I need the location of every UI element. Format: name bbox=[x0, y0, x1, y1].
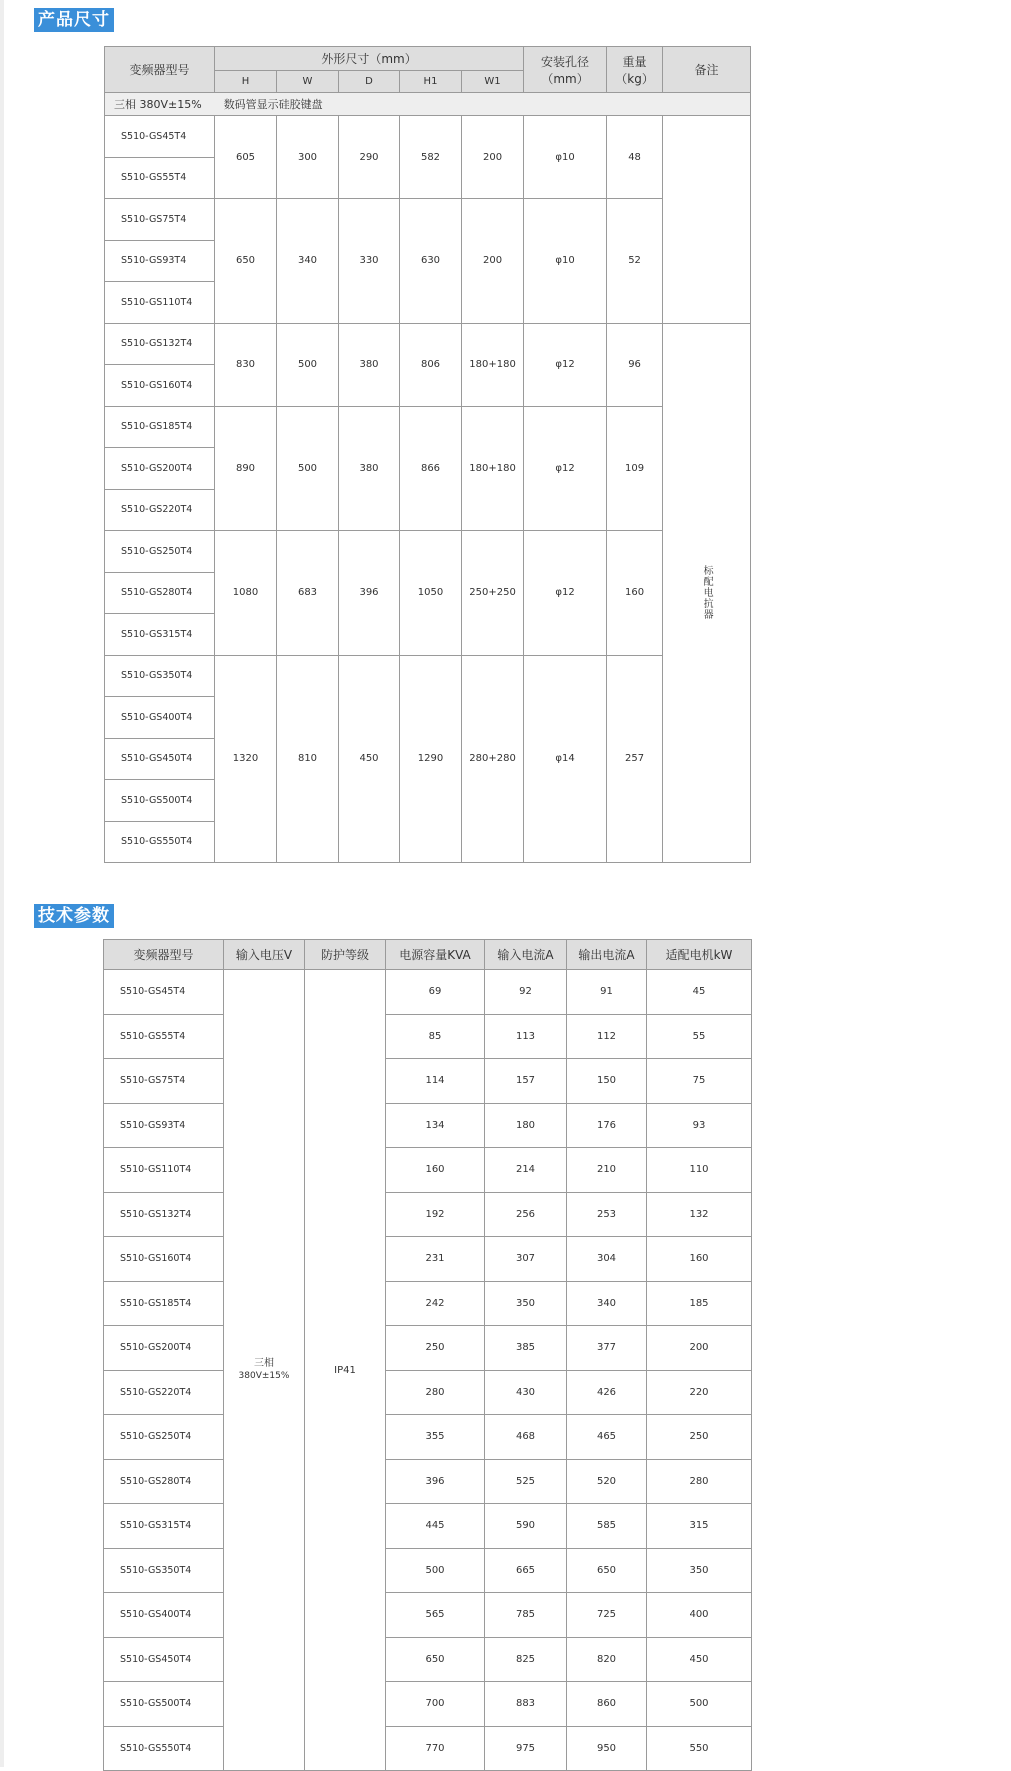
model-cell: S510-GS200T4 bbox=[104, 1326, 224, 1371]
model-cell: S510-GS500T4 bbox=[104, 1682, 224, 1727]
model-cell: S510-GS450T4 bbox=[105, 738, 215, 780]
motor-kw-cell: 315 bbox=[647, 1504, 752, 1549]
output-current-cell: 150 bbox=[567, 1059, 647, 1104]
dim-h: 1320 bbox=[215, 655, 277, 863]
series-row bbox=[105, 93, 751, 116]
dim-h1: 1050 bbox=[400, 531, 462, 656]
dim-w1: 180+180 bbox=[462, 323, 524, 406]
kva-cell: 160 bbox=[386, 1148, 485, 1193]
model-cell: S510-GS55T4 bbox=[105, 157, 215, 199]
motor-kw-cell: 132 bbox=[647, 1192, 752, 1237]
col-header-weight bbox=[607, 47, 663, 93]
motor-kw-cell: 350 bbox=[647, 1548, 752, 1593]
dim-d: 450 bbox=[339, 655, 400, 863]
dim-h1: 630 bbox=[400, 199, 462, 324]
model-cell: S510-GS75T4 bbox=[105, 199, 215, 241]
col-header-model: 变频器型号 bbox=[105, 47, 215, 93]
table-row bbox=[104, 1504, 752, 1549]
kva-cell: 231 bbox=[386, 1237, 485, 1282]
dim-w: 500 bbox=[277, 406, 339, 531]
col-header-weight-line1: 重量 bbox=[622, 54, 647, 69]
table-row bbox=[104, 1326, 752, 1371]
motor-kw-cell: 400 bbox=[647, 1593, 752, 1638]
model-cell: S510-GS400T4 bbox=[104, 1593, 224, 1638]
output-current-cell: 725 bbox=[567, 1593, 647, 1638]
dim-h1: 582 bbox=[400, 116, 462, 199]
model-cell: S510-GS220T4 bbox=[104, 1370, 224, 1415]
output-current-cell: 176 bbox=[567, 1103, 647, 1148]
kva-cell: 280 bbox=[386, 1370, 485, 1415]
motor-kw-cell: 55 bbox=[647, 1014, 752, 1059]
spec-header-kva: 电源容量KVA bbox=[386, 940, 485, 970]
model-cell: S510-GS350T4 bbox=[104, 1548, 224, 1593]
dim-weight: 48 bbox=[607, 116, 663, 199]
dim-hole: φ12 bbox=[524, 323, 607, 406]
dim-h: 890 bbox=[215, 406, 277, 531]
output-current-cell: 820 bbox=[567, 1637, 647, 1682]
model-cell: S510-GS185T4 bbox=[104, 1281, 224, 1326]
input-current-cell: 385 bbox=[485, 1326, 567, 1371]
model-cell: S510-GS45T4 bbox=[104, 970, 224, 1015]
table-row bbox=[104, 1593, 752, 1638]
dim-d: 380 bbox=[339, 323, 400, 406]
dim-weight: 96 bbox=[607, 323, 663, 406]
model-cell: S510-GS400T4 bbox=[105, 697, 215, 739]
motor-kw-cell: 280 bbox=[647, 1459, 752, 1504]
table-row bbox=[104, 1148, 752, 1193]
kva-cell: 250 bbox=[386, 1326, 485, 1371]
kva-cell: 114 bbox=[386, 1059, 485, 1104]
model-cell: S510-GS250T4 bbox=[105, 531, 215, 573]
motor-kw-cell: 93 bbox=[647, 1103, 752, 1148]
model-cell: S510-GS160T4 bbox=[104, 1237, 224, 1282]
table-row bbox=[104, 1370, 752, 1415]
input-current-cell: 785 bbox=[485, 1593, 567, 1638]
dim-h1: 866 bbox=[400, 406, 462, 531]
spec-header-protection: 防护等级 bbox=[305, 940, 386, 970]
dim-w: 340 bbox=[277, 199, 339, 324]
table-row bbox=[104, 1103, 752, 1148]
motor-kw-cell: 500 bbox=[647, 1682, 752, 1727]
kva-cell: 396 bbox=[386, 1459, 485, 1504]
protection-cell: IP41 bbox=[305, 970, 386, 1771]
dim-h: 605 bbox=[215, 116, 277, 199]
series-display: 数码管显示硅胶键盘 bbox=[223, 98, 323, 111]
dim-weight: 257 bbox=[607, 655, 663, 863]
dim-w: 500 bbox=[277, 323, 339, 406]
page-left-rule bbox=[0, 0, 4, 1767]
motor-kw-cell: 450 bbox=[647, 1637, 752, 1682]
col-header-hole-line1: 安装孔径 bbox=[541, 54, 590, 69]
specs-section-title: 技术参数 bbox=[34, 904, 114, 928]
input-current-cell: 157 bbox=[485, 1059, 567, 1104]
table-row bbox=[104, 1014, 752, 1059]
col-header-hole-line2: （mm） bbox=[541, 71, 589, 86]
model-cell: S510-GS160T4 bbox=[105, 365, 215, 407]
dim-w1: 250+250 bbox=[462, 531, 524, 656]
table-row bbox=[104, 1192, 752, 1237]
dim-hole: φ12 bbox=[524, 531, 607, 656]
kva-cell: 355 bbox=[386, 1415, 485, 1460]
input-current-cell: 590 bbox=[485, 1504, 567, 1549]
output-current-cell: 465 bbox=[567, 1415, 647, 1460]
table-row bbox=[104, 1237, 752, 1282]
model-cell: S510-GS250T4 bbox=[104, 1415, 224, 1460]
kva-cell: 500 bbox=[386, 1548, 485, 1593]
input-current-cell: 180 bbox=[485, 1103, 567, 1148]
table-row bbox=[104, 1637, 752, 1682]
model-cell: S510-GS500T4 bbox=[105, 780, 215, 822]
model-cell: S510-GS315T4 bbox=[104, 1504, 224, 1549]
dim-weight: 52 bbox=[607, 199, 663, 324]
motor-kw-cell: 185 bbox=[647, 1281, 752, 1326]
model-cell: S510-GS93T4 bbox=[105, 240, 215, 282]
dim-h: 1080 bbox=[215, 531, 277, 656]
model-cell: S510-GS200T4 bbox=[105, 448, 215, 490]
col-header-d: D bbox=[339, 71, 400, 93]
output-current-cell: 950 bbox=[567, 1726, 647, 1771]
dim-d: 330 bbox=[339, 199, 400, 324]
output-current-cell: 377 bbox=[567, 1326, 647, 1371]
input-voltage-line1: 三相 bbox=[254, 1358, 274, 1369]
table-row bbox=[105, 531, 751, 573]
col-header-outline: 外形尺寸（mm） bbox=[215, 47, 524, 71]
col-header-h1: H1 bbox=[400, 71, 462, 93]
input-current-cell: 307 bbox=[485, 1237, 567, 1282]
table-row bbox=[105, 406, 751, 448]
model-cell: S510-GS220T4 bbox=[105, 489, 215, 531]
dim-w1: 200 bbox=[462, 199, 524, 324]
model-cell: S510-GS550T4 bbox=[105, 821, 215, 863]
dim-w1: 280+280 bbox=[462, 655, 524, 863]
dim-w: 683 bbox=[277, 531, 339, 656]
kva-cell: 445 bbox=[386, 1504, 485, 1549]
col-header-note: 备注 bbox=[663, 47, 751, 93]
model-cell: S510-GS315T4 bbox=[105, 614, 215, 656]
col-header-hole bbox=[524, 47, 607, 93]
dim-hole: φ10 bbox=[524, 199, 607, 324]
table-row bbox=[105, 323, 751, 365]
output-current-cell: 112 bbox=[567, 1014, 647, 1059]
input-current-cell: 92 bbox=[485, 970, 567, 1015]
col-header-w1: W1 bbox=[462, 71, 524, 93]
motor-kw-cell: 250 bbox=[647, 1415, 752, 1460]
output-current-cell: 426 bbox=[567, 1370, 647, 1415]
table-row bbox=[105, 116, 751, 158]
kva-cell: 565 bbox=[386, 1593, 485, 1638]
dim-w: 810 bbox=[277, 655, 339, 863]
dim-d: 396 bbox=[339, 531, 400, 656]
motor-kw-cell: 550 bbox=[647, 1726, 752, 1771]
dim-w: 300 bbox=[277, 116, 339, 199]
motor-kw-cell: 160 bbox=[647, 1237, 752, 1282]
input-current-cell: 113 bbox=[485, 1014, 567, 1059]
dim-h: 830 bbox=[215, 323, 277, 406]
output-current-cell: 520 bbox=[567, 1459, 647, 1504]
input-current-cell: 975 bbox=[485, 1726, 567, 1771]
spec-header-voltage: 输入电压V bbox=[224, 940, 305, 970]
table-row bbox=[104, 1059, 752, 1104]
input-current-cell: 214 bbox=[485, 1148, 567, 1193]
input-current-cell: 256 bbox=[485, 1192, 567, 1237]
motor-kw-cell: 220 bbox=[647, 1370, 752, 1415]
kva-cell: 242 bbox=[386, 1281, 485, 1326]
input-current-cell: 825 bbox=[485, 1637, 567, 1682]
output-current-cell: 585 bbox=[567, 1504, 647, 1549]
motor-kw-cell: 110 bbox=[647, 1148, 752, 1193]
output-current-cell: 304 bbox=[567, 1237, 647, 1282]
table-row bbox=[104, 1726, 752, 1771]
kva-cell: 134 bbox=[386, 1103, 485, 1148]
table-row bbox=[104, 1682, 752, 1727]
col-header-w: W bbox=[277, 71, 339, 93]
dim-h1: 806 bbox=[400, 323, 462, 406]
model-cell: S510-GS280T4 bbox=[104, 1459, 224, 1504]
kva-cell: 192 bbox=[386, 1192, 485, 1237]
model-cell: S510-GS110T4 bbox=[105, 282, 215, 324]
series-voltage: 三相 380V±15% bbox=[114, 98, 202, 111]
output-current-cell: 650 bbox=[567, 1548, 647, 1593]
kva-cell: 69 bbox=[386, 970, 485, 1015]
table-row bbox=[105, 199, 751, 241]
col-header-weight-line2: （kg） bbox=[615, 71, 654, 86]
specs-table bbox=[103, 939, 752, 1771]
model-cell: S510-GS110T4 bbox=[104, 1148, 224, 1193]
dim-d: 290 bbox=[339, 116, 400, 199]
model-cell: S510-GS55T4 bbox=[104, 1014, 224, 1059]
input-current-cell: 665 bbox=[485, 1548, 567, 1593]
spec-header-motor-kw: 适配电机kW bbox=[647, 940, 752, 970]
output-current-cell: 340 bbox=[567, 1281, 647, 1326]
input-current-cell: 525 bbox=[485, 1459, 567, 1504]
table-row bbox=[104, 1281, 752, 1326]
table-row bbox=[105, 655, 751, 697]
dim-h: 650 bbox=[215, 199, 277, 324]
dim-hole: φ14 bbox=[524, 655, 607, 863]
model-cell: S510-GS550T4 bbox=[104, 1726, 224, 1771]
model-cell: S510-GS45T4 bbox=[105, 116, 215, 158]
output-current-cell: 860 bbox=[567, 1682, 647, 1727]
input-voltage-cell bbox=[224, 970, 305, 1771]
note-empty bbox=[663, 116, 751, 324]
dim-hole: φ10 bbox=[524, 116, 607, 199]
kva-cell: 770 bbox=[386, 1726, 485, 1771]
kva-cell: 85 bbox=[386, 1014, 485, 1059]
model-cell: S510-GS93T4 bbox=[104, 1103, 224, 1148]
input-voltage-line2: 380V±15% bbox=[238, 1371, 290, 1381]
dim-d: 380 bbox=[339, 406, 400, 531]
dim-weight: 160 bbox=[607, 531, 663, 656]
table-row bbox=[104, 1548, 752, 1593]
motor-kw-cell: 75 bbox=[647, 1059, 752, 1104]
model-cell: S510-GS450T4 bbox=[104, 1637, 224, 1682]
dim-h1: 1290 bbox=[400, 655, 462, 863]
kva-cell: 650 bbox=[386, 1637, 485, 1682]
spec-header-input-current: 输入电流A bbox=[485, 940, 567, 970]
spec-header-output-current: 输出电流A bbox=[567, 940, 647, 970]
input-current-cell: 350 bbox=[485, 1281, 567, 1326]
table-row bbox=[104, 970, 752, 1015]
model-cell: S510-GS280T4 bbox=[105, 572, 215, 614]
motor-kw-cell: 45 bbox=[647, 970, 752, 1015]
output-current-cell: 253 bbox=[567, 1192, 647, 1237]
output-current-cell: 91 bbox=[567, 970, 647, 1015]
model-cell: S510-GS75T4 bbox=[104, 1059, 224, 1104]
input-current-cell: 468 bbox=[485, 1415, 567, 1460]
input-current-cell: 883 bbox=[485, 1682, 567, 1727]
col-header-h: H bbox=[215, 71, 277, 93]
model-cell: S510-GS350T4 bbox=[105, 655, 215, 697]
model-cell: S510-GS185T4 bbox=[105, 406, 215, 448]
input-current-cell: 430 bbox=[485, 1370, 567, 1415]
motor-kw-cell: 200 bbox=[647, 1326, 752, 1371]
dimensions-table bbox=[104, 46, 751, 863]
model-cell: S510-GS132T4 bbox=[104, 1192, 224, 1237]
kva-cell: 700 bbox=[386, 1682, 485, 1727]
output-current-cell: 210 bbox=[567, 1148, 647, 1193]
spec-header-model: 变频器型号 bbox=[104, 940, 224, 970]
dim-w1: 200 bbox=[462, 116, 524, 199]
table-row bbox=[104, 1415, 752, 1460]
dim-weight: 109 bbox=[607, 406, 663, 531]
model-cell: S510-GS132T4 bbox=[105, 323, 215, 365]
dim-w1: 180+180 bbox=[462, 406, 524, 531]
dimensions-section-title: 产品尺寸 bbox=[34, 8, 114, 32]
note-reactor-label: 标配电抗器 bbox=[663, 323, 751, 863]
table-row bbox=[104, 1459, 752, 1504]
dim-hole: φ12 bbox=[524, 406, 607, 531]
